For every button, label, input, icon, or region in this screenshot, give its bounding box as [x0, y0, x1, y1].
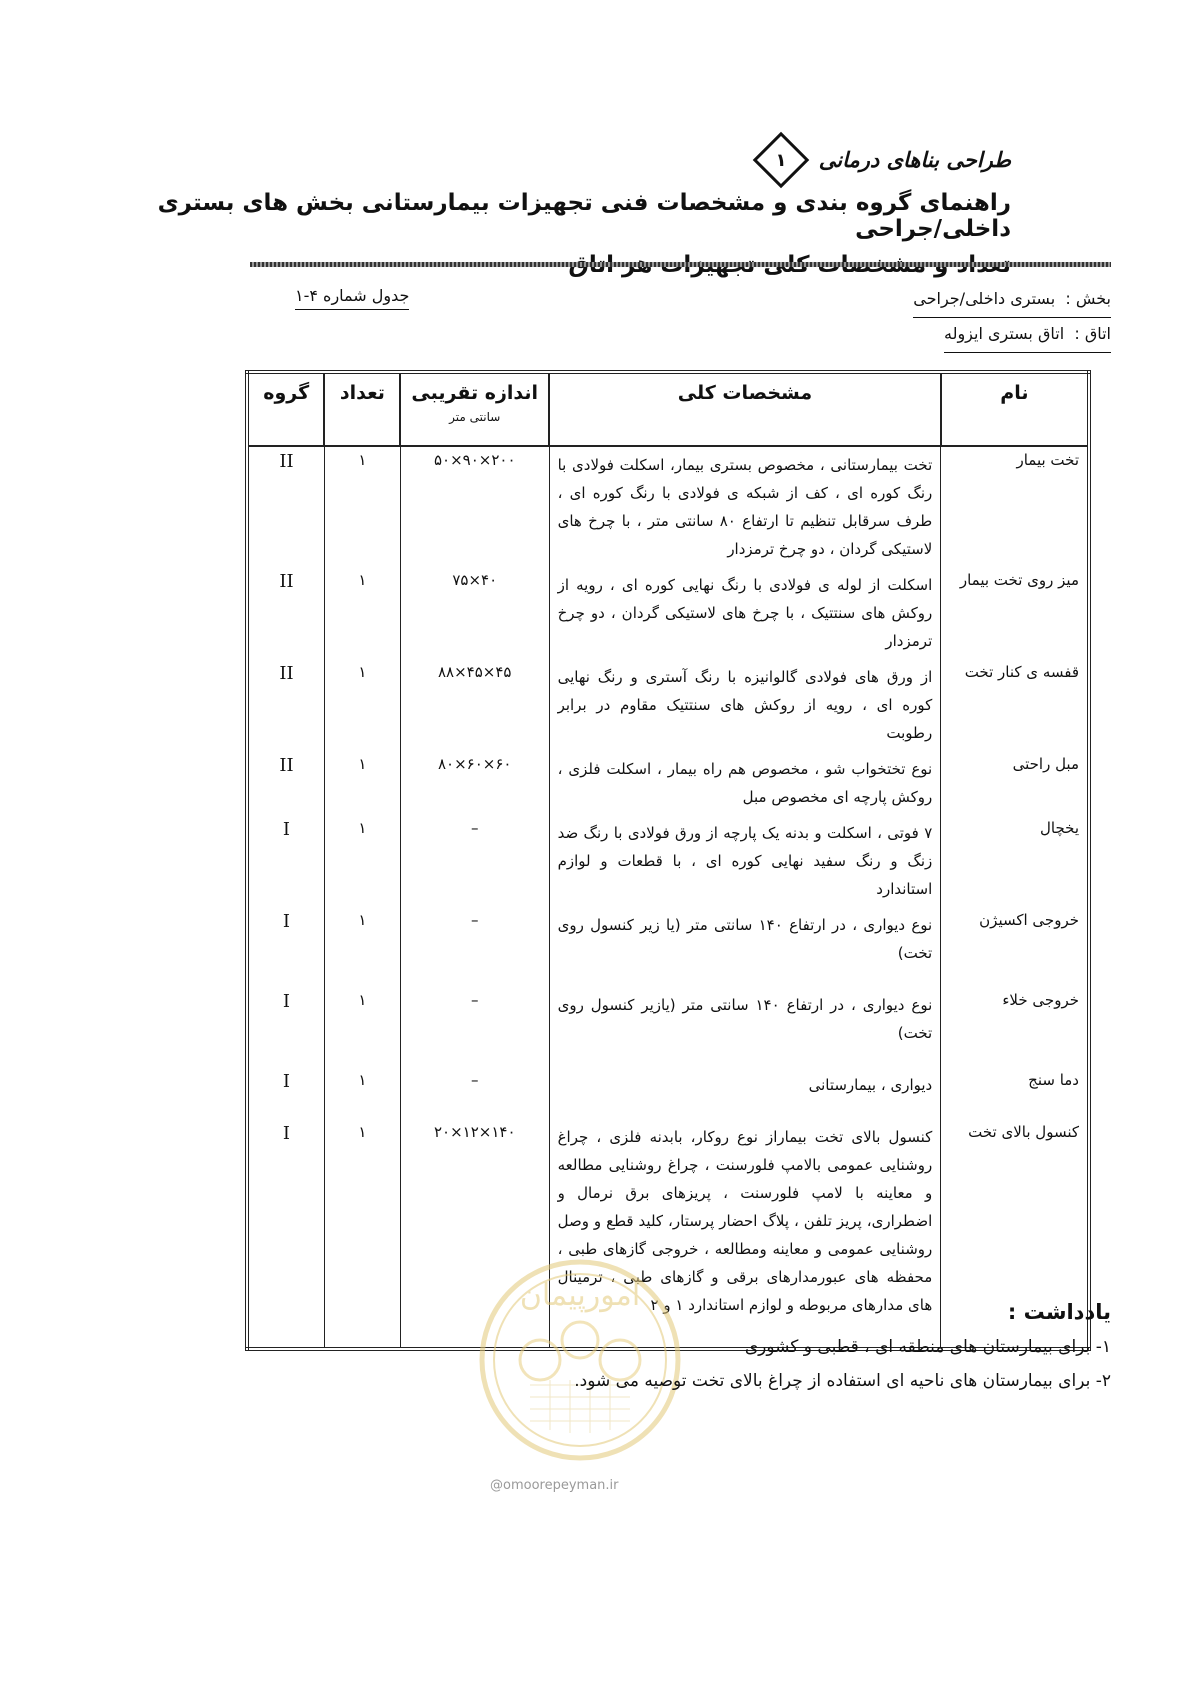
- table-row: [247, 815, 1089, 907]
- header-group-label: گروه: [263, 382, 310, 404]
- cell-count: ۱: [324, 446, 400, 567]
- cell-size: –: [400, 815, 549, 907]
- document-header: [111, 140, 1011, 278]
- header-name: [941, 372, 1089, 446]
- cell-count: ۱: [324, 907, 400, 987]
- cell-size: ۱۴۰×۱۲×۲۰: [400, 1119, 549, 1349]
- room-value: اتاق بستری ایزوله: [943, 324, 1065, 343]
- cell-count: ۱: [324, 987, 400, 1067]
- cell-count: ۱: [324, 1119, 400, 1349]
- cell-count: ۱: [324, 567, 400, 659]
- cell-group: II: [247, 659, 324, 751]
- header-spec-label: مشخصات کلی: [677, 382, 813, 404]
- header-count: [324, 372, 400, 446]
- cell-count: ۱: [324, 659, 400, 751]
- cell-spec: ۷ فوتی ، اسکلت و بدنه یک پارچه از ورق فولادی با رنگ ضد زنگ و رنگ سفید نهایی کوره ای ، با قطعات و لوازم استاندارد: [549, 815, 941, 907]
- cell-name: خروجی خلاء: [941, 987, 1089, 1067]
- cell-name: تخت بیمار: [941, 446, 1089, 567]
- cell-group: I: [247, 1067, 324, 1119]
- cell-group: I: [247, 907, 324, 987]
- table-number: جدول شماره ۴-۱: [295, 286, 409, 310]
- cell-size: –: [400, 1067, 549, 1119]
- table-row: [247, 446, 1089, 567]
- series-title: طراحی بناهای درمانی: [818, 148, 1011, 172]
- table-row: [247, 659, 1089, 751]
- table-row: [247, 1067, 1089, 1119]
- cell-group: II: [247, 446, 324, 567]
- cell-count: ۱: [324, 815, 400, 907]
- cell-group: II: [247, 567, 324, 659]
- notes-title: یادداشت :: [1007, 1300, 1111, 1324]
- cell-name: میز روی تخت بیمار: [941, 567, 1089, 659]
- cell-group: I: [247, 1119, 324, 1349]
- cell-spec: نوع دیواری ، در ارتفاع ۱۴۰ سانتی متر (یا زیر کنسول روی تخت): [549, 907, 941, 987]
- department-line: بخش : بستری داخلی/جراحی: [913, 283, 1111, 318]
- note-item: ۱- برای بیمارستان های منطقه ای ، قطبی و کشوری: [744, 1337, 1111, 1357]
- cell-group: II: [247, 751, 324, 815]
- watermark-url: @omoorepeyman.ir: [490, 1478, 619, 1493]
- room-info: [913, 283, 1111, 353]
- table-row: [247, 567, 1089, 659]
- header-size: [400, 372, 549, 446]
- cell-name: خروجی اکسیژن: [941, 907, 1089, 987]
- series-number: ۱: [775, 149, 787, 171]
- header-size-unit: سانتی متر: [449, 410, 501, 424]
- cell-size: –: [400, 987, 549, 1067]
- header-name-label: نام: [1000, 382, 1029, 404]
- cell-group: I: [247, 815, 324, 907]
- header-divider: [250, 262, 1111, 267]
- series-number-badge: [752, 132, 809, 189]
- cell-spec: از ورق های فولادی گالوانیزه با رنگ آستری و رنگ نهایی کوره ای ، رویه از روکش های سنتتیک مقاوم در برابر رطوبت: [549, 659, 941, 751]
- cell-size: ۲۰۰×۹۰×۵۰: [400, 446, 549, 567]
- cell-spec: نوع تختخواب شو ، مخصوص هم راه بیمار ، اسکلت فلزی ، روکش پارچه ای مخصوص مبل: [549, 751, 941, 815]
- cell-name: مبل راحتی: [941, 751, 1089, 815]
- cell-name: قفسه ی کنار تخت: [941, 659, 1089, 751]
- cell-spec: کنسول بالای تخت بیماراز نوع روکار، بابدنه فلزی ، چراغ روشنایی عمومی بالامپ فلورسنت ، چراغ روشنایی مطالعه و معاینه با لامپ فلورسنت ، پریزهای برق نرمال و اضطراری، پریز تلفن ، پلاگ احضار پرستار، کلید قطع و وصل روشنایی عمومی و معاینه ومطالعه ، خروجی گازهای طبی ، محفظه های عبورمدارهای برقی و گازهای طبی ، ترمینال های مدارهای مربوطه و لوازم استاندارد ۱ و ۲: [549, 1119, 941, 1349]
- series-heading: [111, 140, 1011, 180]
- header-count-label: تعداد: [339, 382, 385, 404]
- cell-spec: تخت بیمارستانی ، مخصوص بستری بیمار، اسکلت فولادی با رنگ کوره ای ، کف از شبکه ی فولادی با رنگ کوره ای ، طرف سرقابل تنظیم تا ارتفاع ۸۰ سانتی متر ، با چرخ های لاستیکی گردان ، دو چرخ ترمزدار: [549, 446, 941, 567]
- header-group: [247, 372, 324, 446]
- equipment-table: [245, 370, 1091, 1351]
- document-title: راهنمای گروه بندی و مشخصات فنی تجهیزات بیمارستانی بخش های بستری داخلی/جراحی: [157, 190, 1011, 242]
- department-label: بخش: [1075, 289, 1111, 308]
- table-header-row: [247, 372, 1089, 446]
- cell-size: ۴۵×۴۵×۸۸: [400, 659, 549, 751]
- cell-name: یخچال: [941, 815, 1089, 907]
- cell-size: –: [400, 907, 549, 987]
- notes-section: [411, 1300, 1111, 1402]
- note-item: ۲- برای بیمارستان های ناحیه ای استفاده از چراغ بالای تخت توصیه می شود.: [574, 1371, 1111, 1391]
- table-row: [247, 987, 1089, 1067]
- header-spec: [549, 372, 941, 446]
- cell-size: ۶۰×۶۰×۸۰: [400, 751, 549, 815]
- cell-spec: اسکلت از لوله ی فولادی با رنگ نهایی کوره ای ، رویه از روکش های سنتتیک ، با چرخ های لاستیکی گردان ، دو چرخ ترمزدار: [549, 567, 941, 659]
- table-row: [247, 751, 1089, 815]
- cell-size: ۴۰×۷۵: [400, 567, 549, 659]
- cell-spec: دیواری ، بیمارستانی: [549, 1067, 941, 1119]
- room-line: اتاق : اتاق بستری ایزوله: [944, 318, 1111, 353]
- cell-spec: نوع دیواری ، در ارتفاع ۱۴۰ سانتی متر (یازیر کنسول روی تخت): [549, 987, 941, 1067]
- cell-name: دما سنج: [941, 1067, 1089, 1119]
- watermark-logo-text: امورپیمان: [519, 1278, 641, 1313]
- room-label: اتاق: [1084, 324, 1111, 343]
- table-row: [247, 907, 1089, 987]
- header-size-label: اندازه تقریبی: [411, 382, 539, 404]
- cell-group: I: [247, 987, 324, 1067]
- department-value: بستری داخلی/جراحی: [913, 289, 1056, 308]
- cell-count: ۱: [324, 1067, 400, 1119]
- cell-count: ۱: [324, 751, 400, 815]
- cell-name: کنسول بالای تخت: [941, 1119, 1089, 1349]
